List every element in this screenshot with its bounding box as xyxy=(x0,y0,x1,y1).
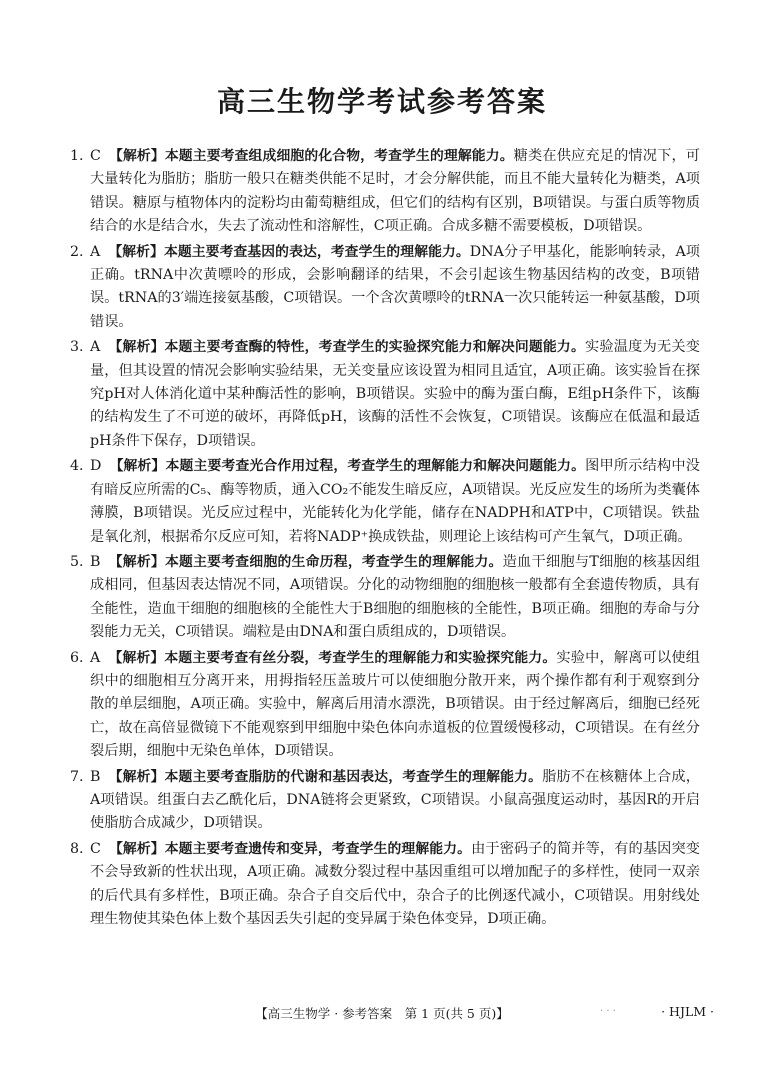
page-title: 高三生物学考试参考答案 xyxy=(216,85,547,118)
item-number: 3. xyxy=(70,339,84,356)
item-answer: D xyxy=(90,458,102,475)
footer-dots: · · · xyxy=(600,1006,616,1017)
item-lead: 【解析】本题主要考查遗传和变异，考查学生的理解能力。 xyxy=(108,840,472,857)
item-answer: C xyxy=(90,148,101,164)
item-lead: 【解析】本题主要考查组成细胞的化合物，考查学生的理解能力。 xyxy=(108,148,514,164)
item-body: 由于密码子的简并等，有的基因突变不会导致新的性状出现，A项正确。减数分裂过程中基因重组可以增加配子的多样性，使同一双亲的后代具有多样性，B项正确。杂合子自交后代中，杂合子的比例逐代减小，C项错误。用射线处理生物使其染色体上数个基因丢失引起的变异属于染色体变异，D项正确。 xyxy=(90,840,700,927)
item-answer: B xyxy=(90,768,101,785)
answer-list xyxy=(70,145,700,933)
answer-item-3 xyxy=(70,336,700,453)
answer-item-1 xyxy=(70,145,700,239)
item-number: 4. xyxy=(70,458,84,475)
item-number: 5. xyxy=(70,553,84,570)
answer-item-5 xyxy=(70,551,700,645)
item-body: 糖类在供应充足的情况下，可大量转化为脂肪；脂肪一般只在糖类供能不足时，才会分解供能，而且不能大量转化为糖类，A项错误。糖原与植物体内的淀粉均由葡萄糖组成，但它们的结构有区别，B项错误。与蛋白质等物质结合的水是结合水，失去了流动性和溶解性，C项正确。合成多糖不需要模板，D项错误。 xyxy=(90,148,700,235)
item-answer: B xyxy=(90,553,101,570)
answer-item-6 xyxy=(70,647,700,764)
item-lead: 【解析】本题主要考查有丝分裂，考查学生的理解能力和实验探究能力。 xyxy=(108,649,557,666)
item-body: 图甲所示结构中没有暗反应所需的C₅、酶等物质，通入CO₂不能发生暗反应，A项错误。光反应发生的场所为类囊体薄膜，B项错误。光反应过程中，光能转化为化学能，储存在NADPH和ATP中，C项错误。铁盐是氧化剂，根据希尔反应可知，若将NADP⁺换成铁盐，则理论上该结构可产生氧气，D项正确。 xyxy=(90,458,700,545)
item-lead: 【解析】本题主要考查脂肪的代谢和基因表达，考查学生的理解能力。 xyxy=(108,768,543,785)
answer-item-7 xyxy=(70,766,700,836)
item-number: 8. xyxy=(70,840,84,857)
item-answer: A xyxy=(90,243,101,260)
item-answer: A xyxy=(90,339,101,356)
answer-item-4 xyxy=(70,455,700,549)
page-footer: 【高三生物学 · 参考答案 第 1 页(共 5 页)】 xyxy=(255,1006,509,1021)
item-number: 1. xyxy=(70,148,84,164)
item-answer: A xyxy=(90,649,101,666)
item-answer: C xyxy=(90,840,101,857)
item-body: 脂肪不在核糖体上合成，A项错误。组蛋白去乙酰化后，DNA链将会更紧致，C项错误。小鼠高强度运动时，基因R的开启使脂肪合成减少，D项错误。 xyxy=(90,768,700,832)
item-number: 6. xyxy=(70,649,84,666)
answer-item-2 xyxy=(70,241,700,335)
item-lead: 【解析】本题主要考查酶的特性，考查学生的实验探究能力和解决问题能力。 xyxy=(108,339,585,356)
item-body: 造血干细胞与T细胞的核基因组成相同，但基因表达情况不同，A项错误。分化的动物细胞的细胞核一般都有全套遗传物质，具有全能性，造血干细胞的细胞核的全能性大于B细胞的细胞核的全能性，B项正确。细胞的寿命与分裂能力无关，C项错误。端粒是由DNA和蛋白质组成的，D项错误。 xyxy=(90,553,701,641)
answer-item-8 xyxy=(70,838,700,932)
item-lead: 【解析】本题主要考查光合作用过程，考查学生的理解能力和解决问题能力。 xyxy=(109,458,586,475)
item-body: 实验中，解离可以使组织中的细胞相互分离开来，用拇指轻压盖玻片可以使细胞分散开来，两个操作都有利于观察到分散的单层细胞，A项正确。实验中，解离后用清水漂洗，B项错误。由于经过解离后，细胞已经死亡，故在高倍显微镜下不能观察到甲细胞中染色体向赤道板的位置缓慢移动，C项错误。在有丝分裂后期，细胞中无染色单体，D项错误。 xyxy=(90,649,700,760)
item-body: 实验温度为无关变量，但其设置的情况会影响实验结果，无关变量应该设置为相同且适宜，A项正确。该实验旨在探究pH对人体消化道中某种酶活性的影响，B项错误。实验中的酶为蛋白酶，E组pH条件下，该酶的结构发生了不可逆的破坏，再降低pH，该酶的活性不会恢复，C项错误。该酶应在低温和最适pH条件下保存，D项错误。 xyxy=(90,339,700,449)
item-number: 2. xyxy=(70,243,84,260)
item-lead: 【解析】本题主要考查基因的表达，考查学生的理解能力。 xyxy=(108,243,470,260)
item-number: 7. xyxy=(70,768,84,785)
item-lead: 【解析】本题主要考查细胞的生命历程，考查学生的理解能力。 xyxy=(108,553,503,570)
footer-code: · HJLM · xyxy=(661,1004,714,1019)
item-body: DNA分子甲基化，能影响转录，A项正确。tRNA中次黄嘌呤的形成，会影响翻译的结果，不会引起该生物基因结构的改变，B项错误。tRNA的3′端连接氨基酸，C项错误。一个含次黄嘌呤的tRNA一次只能转运一种氨基酸，D项错误。 xyxy=(90,243,700,330)
